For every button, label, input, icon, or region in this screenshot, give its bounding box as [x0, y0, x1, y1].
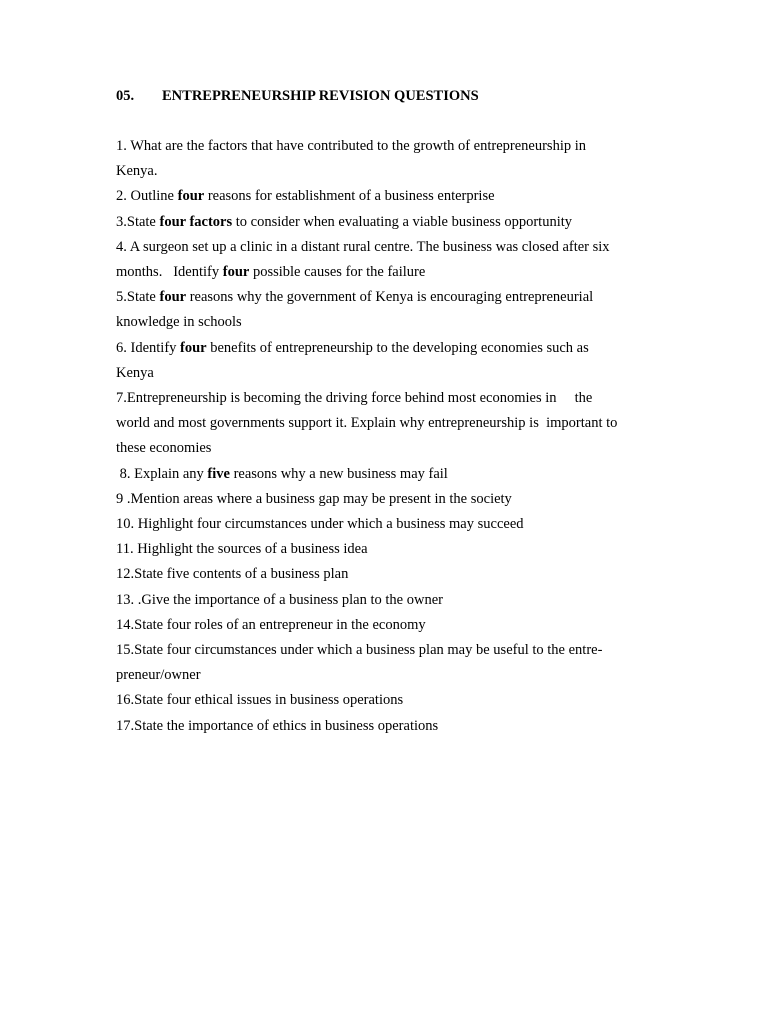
question-4-text-a: months. Identify [116, 264, 223, 281]
question-6-text-b: benefits of entrepreneurship to the developing economies such as [206, 339, 589, 356]
question-7-line-1: 7.Entrepreneurship is becoming the driving force behind most economies in the [116, 390, 593, 407]
question-2-text-b: reasons for establishment of a business enterprise [204, 188, 495, 205]
question-8 [116, 462, 656, 487]
question-5-emphasis: four [159, 289, 187, 306]
question-8-text-b: reasons why a new business may fail [229, 465, 448, 482]
question-9: 9 .Mention areas where a business gap may be present in the society [116, 490, 512, 507]
question-4-line-1: 4. A surgeon set up a clinic in a distant rural centre. The business was closed after six [116, 238, 610, 255]
question-1-line-2: Kenya. [116, 163, 158, 180]
question-12: 12.State five contents of a business plan [116, 566, 349, 583]
question-5-line-1 [116, 285, 656, 310]
question-7-line-3: these economies [116, 440, 212, 457]
question-1-line-1: 1. What are the factors that have contributed to the growth of entrepreneurship in [116, 138, 587, 154]
question-14: 14.State four roles of an entrepreneur in the economy [116, 616, 426, 633]
question-2 [116, 184, 656, 209]
question-6-emphasis: four [180, 339, 207, 356]
question-6-text-a: 6. Identify [116, 339, 181, 356]
question-5-text-b: reasons why the government of Kenya is encouraging entrepreneurial [186, 289, 594, 306]
question-4-text-b: possible causes for the failure [249, 264, 426, 281]
question-6-line-1 [116, 336, 656, 361]
document-title [116, 84, 656, 108]
question-11: 11. Highlight the sources of a business idea [116, 541, 368, 558]
question-4-line-2 [116, 260, 656, 285]
question-2-text-a: 2. Outline [116, 188, 178, 205]
question-8-text-a: 8. Explain any [116, 465, 208, 482]
question-15-line-2: preneur/owner [116, 667, 201, 684]
question-3-text-b: to consider when evaluating a viable business opportunity [232, 213, 572, 230]
question-17: 17.State the importance of ethics in business operations [116, 717, 439, 734]
question-6-line-2: Kenya [116, 364, 154, 381]
question-7-line-2: world and most governments support it. Explain why entrepreneurship is important to [116, 415, 618, 432]
question-3 [116, 210, 656, 235]
question-2-emphasis: four [177, 188, 205, 205]
question-15-line-1: 15.State four circumstances under which a business plan may be useful to the entre- [116, 642, 603, 659]
question-16: 16.State four ethical issues in business operations [116, 692, 404, 709]
document-page [116, 84, 656, 739]
question-10: 10. Highlight four circumstances under which a business may succeed [116, 516, 524, 533]
question-3-emphasis: four factors [159, 213, 233, 230]
question-4-emphasis: four [222, 264, 250, 281]
question-5-text-a: 5.State [116, 289, 160, 306]
question-3-text-a: 3.State [116, 213, 160, 230]
question-5-line-2: knowledge in schools [116, 314, 242, 331]
question-8-emphasis: five [207, 465, 230, 482]
document-title-text: ENTREPRENEURSHIP REVISION QUESTIONS [162, 88, 479, 104]
document-number: 05. [116, 88, 135, 104]
question-13: 13. .Give the importance of a business plan to the owner [116, 591, 443, 608]
